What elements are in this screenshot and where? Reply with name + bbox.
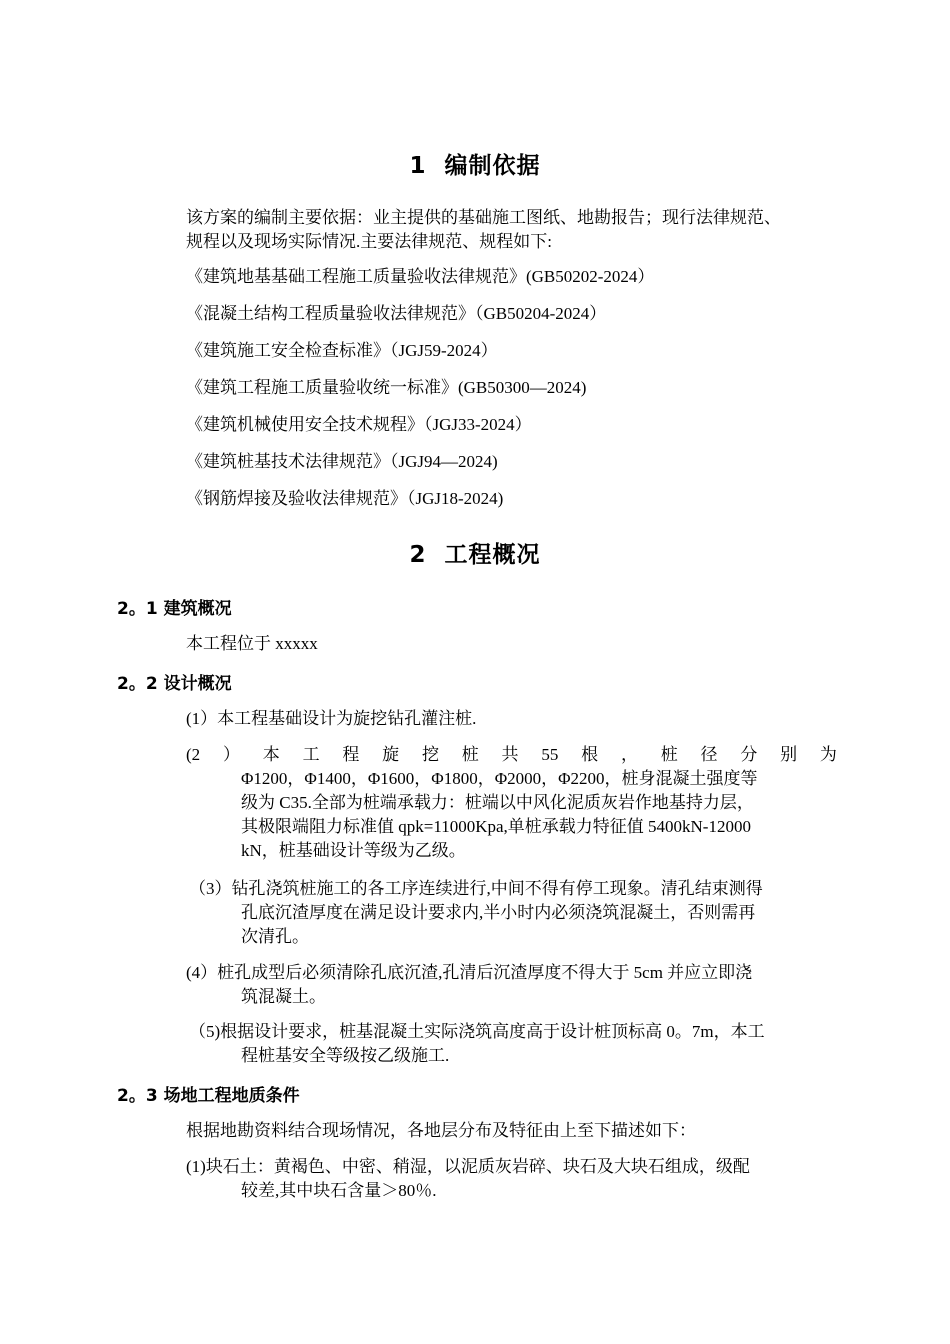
design-item-5-line-2: 程桩基安全等级按乙级施工. xyxy=(241,1046,450,1065)
reference-item: 《钢筋焊接及验收法律规范》（JGJ18-2024) xyxy=(186,489,504,508)
subsection-2-2-heading: 2。2 设计概况 xyxy=(117,674,232,694)
design-item-2-token: 55 xyxy=(541,745,559,764)
section-1-heading xyxy=(0,147,950,180)
design-item-3-line-2: 孔底沉渣厚度在满足设计要求内,半小时内必须浇筑混凝土，否则需再 xyxy=(241,903,756,922)
section-2-title: 工程概况 xyxy=(444,542,541,568)
design-item-2-line-5: kN，桩基础设计等级为乙级。 xyxy=(241,841,466,860)
intro-line-2: 规程以及现场实际情况.主要法律规范、规程如下: xyxy=(186,232,552,251)
section-2-heading xyxy=(0,536,950,569)
justified-line xyxy=(186,743,837,767)
geology-intro: 根据地勘资料结合现场情况，各地层分布及特征由上至下描述如下： xyxy=(186,1121,696,1140)
design-item-2-line-2: Φ1200，Φ1400，Φ1600，Φ1800，Φ2000，Φ2200，桩身混凝土强度等 xyxy=(241,769,758,788)
section-2-number: 2 xyxy=(409,542,427,568)
design-item-2-token: 分 xyxy=(740,745,758,764)
design-item-4-line-1: (4）桩孔成型后必须清除孔底沉渣,孔清后沉渣厚度不得大于 5cm 并应立即浇 xyxy=(186,963,753,982)
design-item-2-line-1 xyxy=(186,743,837,767)
design-item-2-token: 根 xyxy=(581,745,599,764)
design-item-2-token: 挖 xyxy=(421,745,439,764)
design-item-1: (1）本工程基础设计为旋挖钻孔灌注桩. xyxy=(186,709,477,728)
design-item-3-line-3: 次清孔。 xyxy=(241,927,309,946)
design-item-2-token: 为 xyxy=(819,745,837,764)
design-item-2-token: 本 xyxy=(262,745,280,764)
design-item-3-line-1: （3）钻孔浇筑桩施工的各工序连续进行,中间不得有停工现象。清孔结束测得 xyxy=(189,879,763,898)
reference-item: 《建筑桩基技术法律规范》（JGJ94—2024) xyxy=(186,452,498,471)
design-item-2-token: 别 xyxy=(780,745,798,764)
design-item-4-line-2: 筑混凝土。 xyxy=(241,987,326,1006)
reference-item: 《建筑工程施工质量验收统一标准》(GB50300—2024) xyxy=(186,378,587,397)
design-item-2-token: 共 xyxy=(501,745,519,764)
reference-item: 《混凝土结构工程质量验收法律规范》（GB50204-2024） xyxy=(186,304,607,323)
geology-item-1-line-1: (1)块石土：黄褐色、中密、稍湿，以泥质灰岩碎、块石及大块石组成，级配 xyxy=(186,1157,750,1176)
design-item-2-token: ， xyxy=(620,745,638,764)
intro-line-1: 该方案的编制主要依据：业主提供的基础施工图纸、地勘报告；现行法律规范、 xyxy=(186,208,781,227)
design-item-2-token: (2 xyxy=(186,745,201,764)
design-item-2-token: 旋 xyxy=(382,745,400,764)
design-item-2-line-3: 级为 C35.全部为桩端承载力：桩端以中风化泥质灰岩作地基持力层， xyxy=(241,793,754,812)
geology-item-1-line-2: 较差,其中块石含量＞80％. xyxy=(241,1181,437,1200)
subsection-2-1-heading: 2。1 建筑概况 xyxy=(117,599,232,619)
reference-item: 《建筑施工安全检查标准》（JGJ59-2024） xyxy=(186,341,498,360)
section-1-title: 编制依据 xyxy=(444,153,541,179)
design-item-2-line-4: 其极限端阻力标准值 qpk=11000Kpa,单桩承载力特征值 5400kN-12000 xyxy=(241,817,751,836)
subsection-2-3-heading: 2。3 场地工程地质条件 xyxy=(117,1086,300,1106)
reference-item: 《建筑机械使用安全技术规程》（JGJ33-2024） xyxy=(186,415,532,434)
design-item-2-token: 工 xyxy=(302,745,320,764)
section-1-number: 1 xyxy=(409,153,427,179)
design-item-2-token: 桩 xyxy=(461,745,479,764)
subsection-2-1-text: 本工程位于 xxxxx xyxy=(186,634,318,653)
design-item-2-token: 径 xyxy=(700,745,718,764)
design-item-2-token: 程 xyxy=(342,745,360,764)
design-item-2-token: 桩 xyxy=(660,745,678,764)
reference-item: 《建筑地基基础工程施工质量验收法律规范》(GB50202-2024） xyxy=(186,267,655,286)
design-item-5-line-1: （5)根据设计要求，桩基混凝土实际浇筑高度高于设计桩顶标高 0。7m，本工 xyxy=(189,1022,765,1041)
design-item-2-token: ） xyxy=(222,745,240,764)
